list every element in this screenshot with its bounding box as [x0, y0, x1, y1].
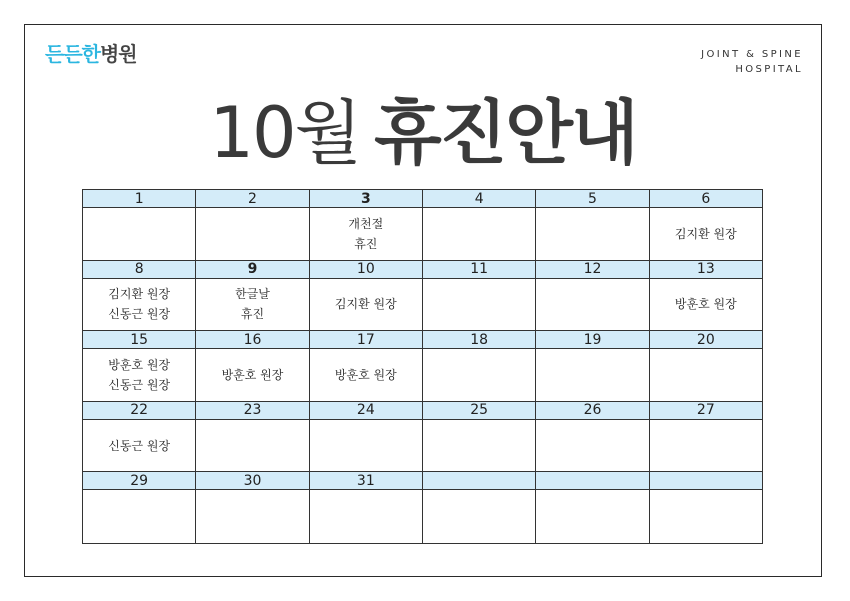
doctor-closure-label: 신동근 원장 — [108, 378, 171, 393]
schedule-cell — [649, 349, 762, 401]
schedule-row — [83, 419, 763, 471]
date-cell: 5 — [536, 190, 649, 208]
doctor-closure-label: 신동근 원장 — [108, 307, 171, 322]
schedule-cell — [422, 490, 535, 544]
doctor-closure-label: 방훈호 원장 — [108, 358, 171, 373]
date-cell: 4 — [422, 190, 535, 208]
schedule-cell — [83, 278, 196, 330]
date-cell: 2 — [196, 190, 309, 208]
date-cell: 29 — [83, 472, 196, 490]
doctor-closure-label: 김지환 원장 — [674, 226, 737, 241]
date-cell: 31 — [309, 472, 422, 490]
date-cell: 3 — [309, 190, 422, 208]
schedule-cell — [196, 349, 309, 401]
schedule-cell — [649, 419, 762, 471]
schedule-cell — [422, 278, 535, 330]
schedule-cell — [309, 490, 422, 544]
date-cell — [536, 472, 649, 490]
schedule-cell — [649, 208, 762, 260]
schedule-cell — [309, 278, 422, 330]
doctor-closure-label: 방훈호 원장 — [674, 297, 737, 312]
schedule-row — [83, 278, 763, 330]
date-cell: 1 — [83, 190, 196, 208]
date-cell: 13 — [649, 260, 762, 278]
schedule-row — [83, 208, 763, 260]
schedule-cell — [536, 278, 649, 330]
page-title — [25, 93, 821, 173]
schedule-cell — [536, 349, 649, 401]
date-cell: 16 — [196, 331, 309, 349]
date-cell: 20 — [649, 331, 762, 349]
schedule-cell — [309, 208, 422, 260]
schedule-cell — [83, 419, 196, 471]
date-cell — [422, 472, 535, 490]
date-cell: 25 — [422, 401, 535, 419]
holiday-label: 한글날 — [235, 287, 270, 302]
schedule-cell — [83, 208, 196, 260]
doctor-closure-label: 김지환 원장 — [334, 297, 397, 312]
title-text: 휴진안내 — [374, 92, 637, 174]
date-cell: 27 — [649, 401, 762, 419]
schedule-cell — [536, 208, 649, 260]
doctor-closure-label: 방훈호 원장 — [221, 368, 284, 383]
date-cell: 6 — [649, 190, 762, 208]
date-row — [83, 401, 763, 419]
closure-calendar — [82, 189, 763, 544]
hospital-english-line1: JOINT & SPINE — [701, 49, 803, 60]
logo-text-accent: 든든한 — [45, 42, 100, 66]
date-cell: 9 — [196, 260, 309, 278]
hospital-english-name — [701, 47, 803, 77]
schedule-row — [83, 349, 763, 401]
doctor-closure-label: 방훈호 원장 — [334, 368, 397, 383]
schedule-cell — [83, 490, 196, 544]
schedule-cell — [196, 278, 309, 330]
date-cell — [649, 472, 762, 490]
date-cell: 19 — [536, 331, 649, 349]
logo-text-main: 병원 — [99, 42, 137, 66]
date-cell: 22 — [83, 401, 196, 419]
date-cell: 11 — [422, 260, 535, 278]
hospital-logo — [45, 38, 137, 67]
date-cell: 15 — [83, 331, 196, 349]
date-cell: 8 — [83, 260, 196, 278]
schedule-cell — [422, 349, 535, 401]
holiday-label: 휴진 — [354, 236, 378, 251]
date-cell: 10 — [309, 260, 422, 278]
hospital-english-line2: HOSPITAL — [735, 64, 803, 75]
schedule-cell — [536, 419, 649, 471]
doctor-closure-label: 신동근 원장 — [108, 438, 171, 453]
schedule-cell — [309, 419, 422, 471]
date-cell: 18 — [422, 331, 535, 349]
schedule-cell — [83, 349, 196, 401]
holiday-label: 휴진 — [240, 307, 265, 322]
schedule-row — [83, 490, 763, 544]
date-cell: 23 — [196, 401, 309, 419]
schedule-cell — [649, 278, 762, 330]
holiday-label: 개천절 — [348, 216, 384, 231]
date-cell: 30 — [196, 472, 309, 490]
date-row — [83, 190, 763, 208]
schedule-cell — [422, 419, 535, 471]
date-row — [83, 260, 763, 278]
schedule-cell — [196, 419, 309, 471]
date-cell: 12 — [536, 260, 649, 278]
date-cell: 24 — [309, 401, 422, 419]
schedule-cell — [536, 490, 649, 544]
schedule-cell — [422, 208, 535, 260]
schedule-cell — [196, 208, 309, 260]
title-month: 10월 — [209, 92, 361, 174]
schedule-cell — [309, 349, 422, 401]
date-row — [83, 472, 763, 490]
date-row — [83, 331, 763, 349]
doctor-closure-label: 김지환 원장 — [108, 287, 171, 302]
notice-frame — [24, 24, 822, 577]
schedule-cell — [196, 490, 309, 544]
schedule-cell — [649, 490, 762, 544]
date-cell: 26 — [536, 401, 649, 419]
date-cell: 17 — [309, 331, 422, 349]
